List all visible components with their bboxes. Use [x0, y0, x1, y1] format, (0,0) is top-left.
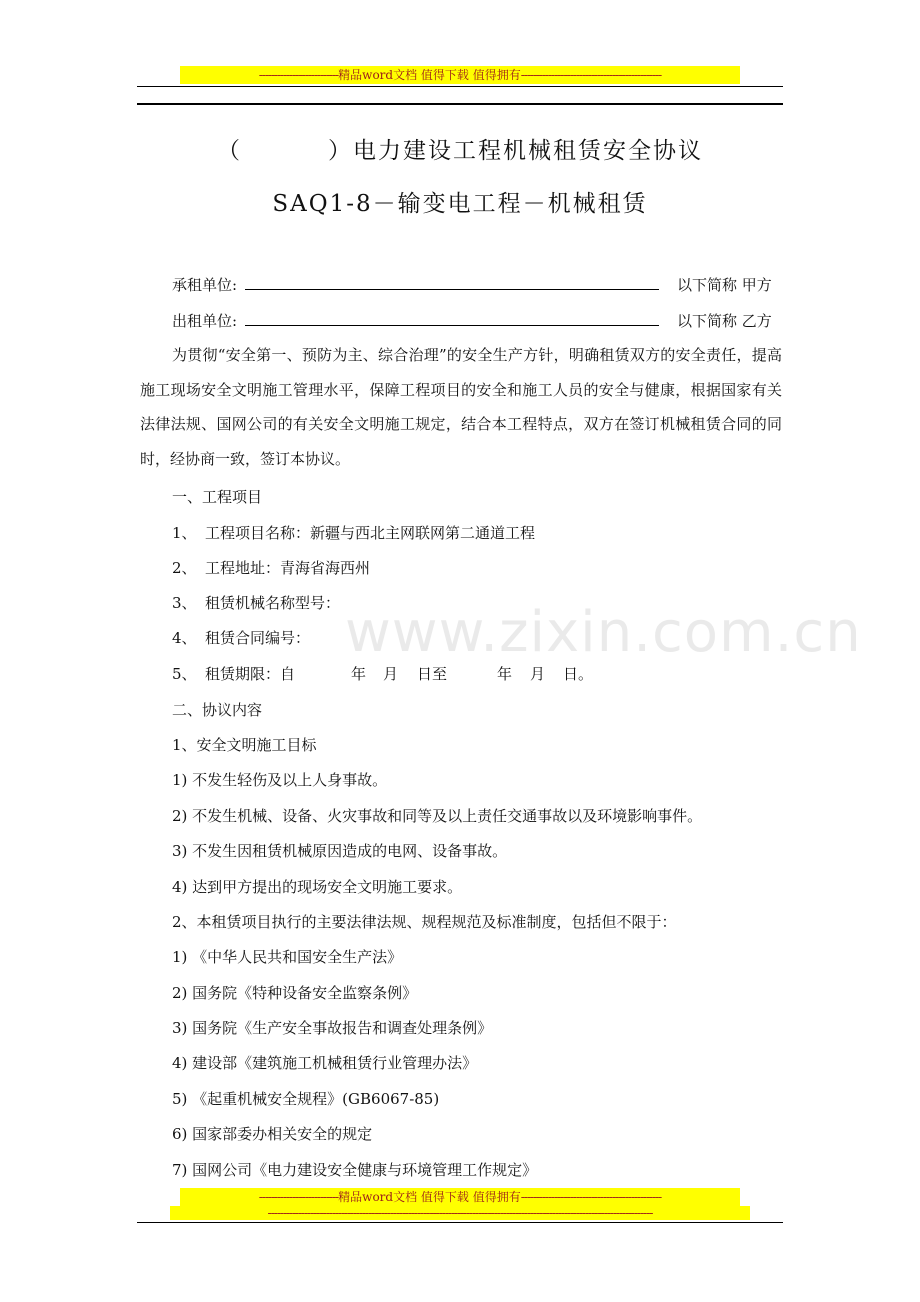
footer-rule [137, 1222, 783, 1223]
banner-left-dashes: -------------------------- [258, 68, 339, 82]
title-main: 电力建设工程机械租赁安全协议 [353, 138, 703, 164]
document-title [137, 132, 783, 165]
item-2-text: 工程地址：青海省海西州 [205, 559, 371, 577]
item-3-number: 3、 [172, 594, 197, 612]
item-5-number: 5、 [172, 665, 197, 683]
law-item: 1) 《中华人民共和国安全生产法》 [172, 948, 403, 966]
lessor-label: 出租单位: [172, 312, 238, 330]
lease-end-month: 月 [530, 665, 546, 683]
goal-item: 1) 不发生轻伤及以上人身事故。 [172, 771, 388, 789]
item-1-text: 工程项目名称：新疆与西北主网联网第二通道工程 [205, 524, 536, 542]
lease-end-year: 年 [497, 665, 513, 683]
footer-full-dashes: ------------------------------------------------------------------------------------------------------------------------------ [267, 1206, 653, 1220]
law-item: 6) 国家部委办相关安全的规定 [172, 1125, 373, 1143]
law-item: 4) 建设部《建筑施工机械租赁行业管理办法》 [172, 1054, 478, 1072]
lessee-blank-line [245, 274, 659, 290]
law-item: 7) 国网公司《电力建设安全健康与环境管理工作规定》 [172, 1161, 538, 1179]
item-3-text: 租赁机械名称型号： [205, 594, 341, 612]
header-rule-thin [137, 86, 783, 87]
footer-banner-text: 精品word文档 值得下载 值得拥有 [338, 1190, 521, 1204]
title-close-paren: ） [328, 138, 353, 164]
lease-start-day: 日至 [417, 665, 448, 683]
section1-heading: 一、工程项目 [172, 488, 263, 506]
item-4-text: 租赁合同编号： [205, 629, 311, 647]
item-1-number: 1、 [172, 524, 197, 542]
header-rule-thick [137, 103, 783, 105]
footer-banner [180, 1188, 740, 1206]
lessee-suffix: 以下简称 甲方 [677, 276, 772, 294]
goal-item: 2) 不发生机械、设备、火灾事故和同等及以上责任交通事故以及环境影响事件。 [172, 807, 703, 825]
banner-text: 精品word文档 值得下载 值得拥有 [338, 68, 521, 82]
lease-end-day: 日。 [563, 665, 594, 683]
lessor-blank-line [245, 310, 659, 326]
safety-goals-heading: 1、安全文明施工目标 [172, 736, 317, 754]
goal-item: 4) 达到甲方提出的现场安全文明施工要求。 [172, 878, 463, 896]
header-banner [180, 66, 740, 84]
section2-heading: 二、协议内容 [172, 701, 263, 719]
item-2-number: 2、 [172, 559, 197, 577]
lease-period-label: 租赁期限：自 [205, 665, 296, 683]
footer-banner-left-dashes: -------------------------- [258, 1190, 339, 1204]
banner-right-dashes: ---------------------------------------------- [520, 68, 662, 82]
watermark: www.zixin.com.cn [345, 600, 862, 665]
lessee-label: 承租单位: [172, 276, 238, 294]
item-4-number: 4、 [172, 629, 197, 647]
lease-start-month: 月 [383, 665, 399, 683]
regulations-heading: 2、本租赁项目执行的主要法律法规、规程规范及标准制度，包括但不限于： [172, 913, 677, 931]
goal-item: 3) 不发生因租赁机械原因造成的电网、设备事故。 [172, 842, 508, 860]
law-item: 3) 国务院《生产安全事故报告和调查处理条例》 [172, 1019, 493, 1037]
law-item: 5) 《起重机械安全规程》(GB6067-85) [172, 1090, 440, 1108]
intro-paragraph: 为贯彻“安全第一、预防为主、综合治理”的安全生产方针，明确租赁双方的安全责任，提高施工现场安全文明施工管理水平，保障工程项目的安全和施工人员的安全与健康，根据国家有关法律法规、国网公司的有关安全文明施工规定，结合本工程特点，双方在签订机械租赁合同的同时，经协商一致，签订本协议。 [140, 346, 782, 468]
lessor-suffix: 以下简称 乙方 [677, 312, 772, 330]
title-open-paren: （ [217, 138, 242, 164]
footer-banner-right-dashes: ---------------------------------------------- [520, 1190, 662, 1204]
footer-dash-banner [170, 1206, 750, 1220]
law-item: 2) 国务院《特种设备安全监察条例》 [172, 984, 418, 1002]
document-subtitle: SAQ1-8－输变电工程－机械租赁 [272, 191, 648, 217]
lease-start-year: 年 [351, 665, 367, 683]
